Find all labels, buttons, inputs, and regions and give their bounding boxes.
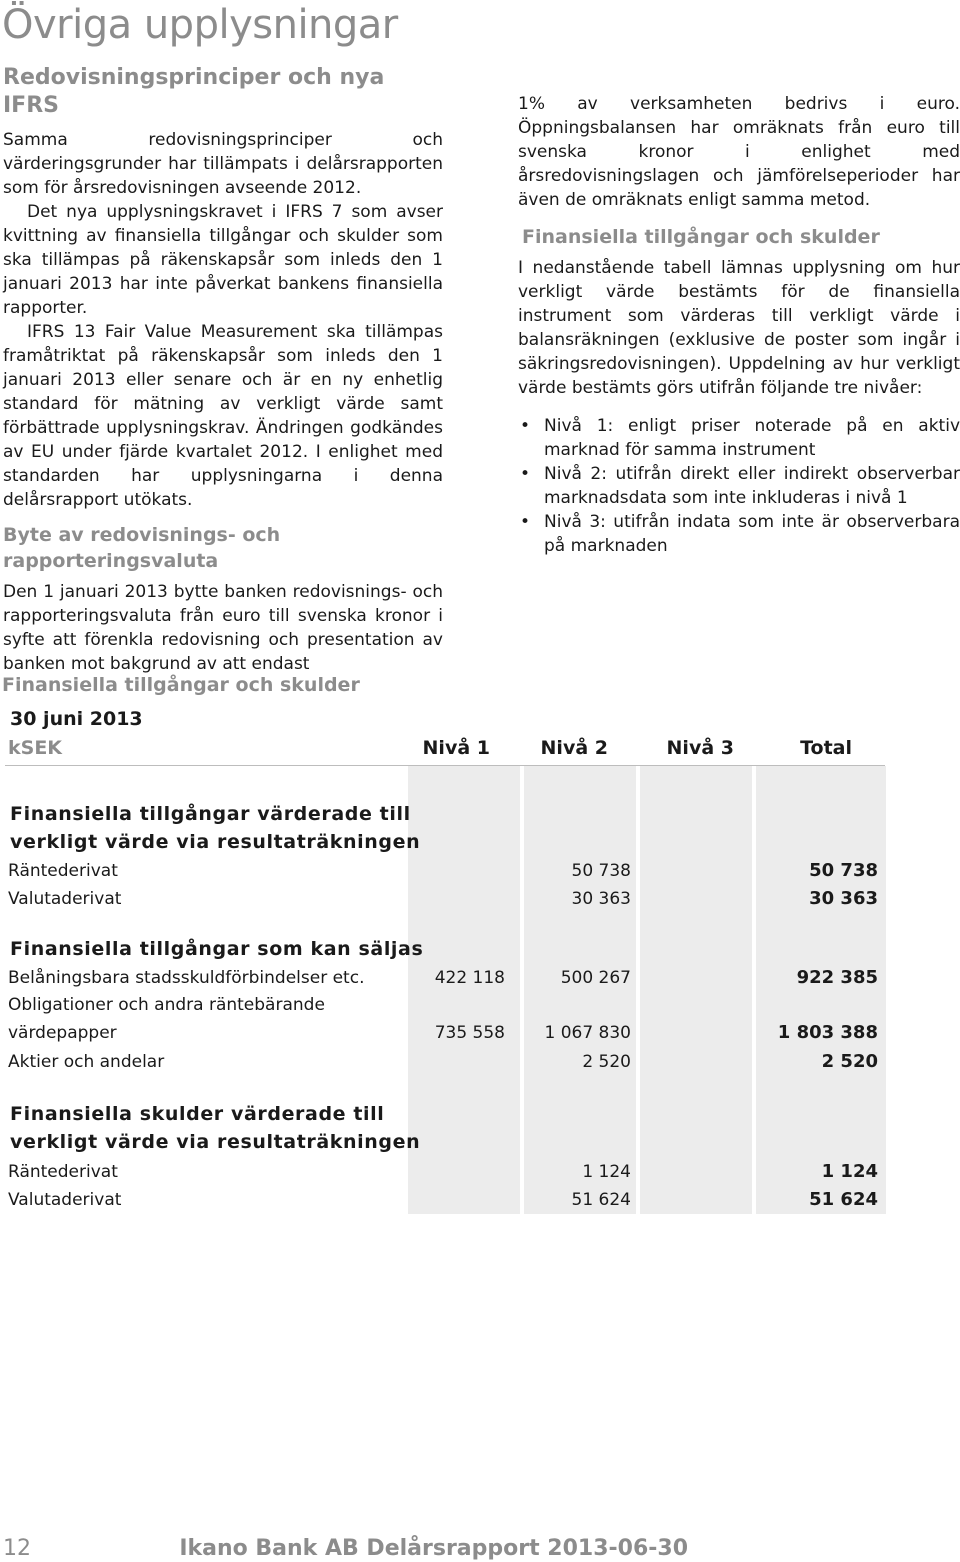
column-header-niva3: Nivå 3 <box>666 737 734 759</box>
section-heading-financial-assets: Finansiella tillgångar och skulder <box>522 226 880 248</box>
row-label: värdepapper <box>8 1023 117 1043</box>
row-label: Obligationer och andra räntebärande <box>8 995 325 1015</box>
cell-total: 1 124 <box>821 1161 878 1182</box>
bullet-icon: • <box>520 464 531 484</box>
header-divider <box>5 765 885 766</box>
paragraph-ifrs7: Det nya upplysningskravet i IFRS 7 som avser kvittning av finansiella tillgångar och skulder som ska tillämpas på räkenskapsår som inleds den 1 januari 2013 har inte påverkat bankens finansiella rapporter. <box>3 202 443 318</box>
row-label: Räntederivat <box>8 1162 118 1182</box>
list-item: • Nivå 1: enligt priser noterade på en aktiv marknad för samma instrument <box>520 416 960 460</box>
row-label: Valutaderivat <box>8 1190 122 1210</box>
column-shade-niva3 <box>640 766 752 1214</box>
section-heading-currency-change: Byte av redovisnings- och rapporteringsvaluta <box>3 524 281 572</box>
page-title: Övriga upplysningar <box>2 2 398 48</box>
list-item: • Nivå 3: utifrån indata som inte är observerbara på marknaden <box>520 512 960 556</box>
table-date: 30 juni 2013 <box>10 708 143 730</box>
cell-niva2: 500 267 <box>560 968 631 988</box>
table-section-title: Finansiella tillgångar som kan säljas <box>10 938 424 960</box>
row-label: Belåningsbara stadsskuldförbindelser etc. <box>8 968 365 988</box>
footer-report-title: Ikano Bank AB Delårsrapport 2013-06-30 <box>179 1536 688 1561</box>
table-section-title: Finansiella skulder värderade till <box>10 1103 385 1125</box>
cell-total: 922 385 <box>796 967 878 988</box>
list-item: • Nivå 2: utifrån direkt eller indirekt observerbar marknadsdata som inte inkluderas i nivå 1 <box>520 464 960 508</box>
cell-niva2: 1 124 <box>582 1162 631 1182</box>
column-header-niva2: Nivå 2 <box>540 737 608 759</box>
cell-niva1: 735 558 <box>434 1023 505 1043</box>
table-section-title: verkligt värde via resultaträkningen <box>10 1131 421 1153</box>
row-label: Aktier och andelar <box>8 1052 165 1072</box>
table-section-title: Finansiella tillgångar värderade till <box>10 803 411 825</box>
table-unit: kSEK <box>8 737 63 759</box>
bullet-icon: • <box>520 416 531 436</box>
page-number: 12 <box>3 1536 31 1561</box>
paragraph-currency-continued: 1% av verksamheten bedrivs i euro. Öppningsbalansen har omräknats från euro till svenska kronor i enlighet med årsredovisningslagen och jämförelseperioder har även de omräknats enligt samma metod. <box>518 94 960 210</box>
column-header-niva1: Nivå 1 <box>422 737 490 759</box>
table-section-title: verkligt värde via resultaträkningen <box>10 831 421 853</box>
right-column <box>518 92 960 558</box>
column-shade-niva2 <box>524 766 636 1214</box>
column-header-total: Total <box>800 737 852 759</box>
cell-total: 1 803 388 <box>777 1022 878 1043</box>
cell-niva2: 50 738 <box>571 861 631 881</box>
bullet-icon: • <box>520 512 531 532</box>
paragraph-fair-value: I nedanstående tabell lämnas upplysning om hur verkligt värde bestämts för de finansiella instrument som värderas till verkligt värde i balansräkningen (exklusive de poster som ingår i säkringsredovisningen). Uppdelning av hur verkligt värde bestämts görs utifrån följande tre nivåer: <box>518 258 960 398</box>
column-shade-total <box>756 766 886 1214</box>
cell-total: 51 624 <box>809 1189 878 1210</box>
row-label: Valutaderivat <box>8 889 122 909</box>
section-heading-accounting-principles: Redovisningsprinciper och nya IFRS <box>3 65 385 118</box>
paragraph-ifrs13: IFRS 13 Fair Value Measurement ska tillämpas framåtriktat på räkenskapsår som inleds den 1 januari 2013 eller senare och är en ny enhetlig standard för mätning av verkligt värde samt förbättrade upplysningskrav. Ändringen godkändes av EU under fjärde kvartalet 2012. I enlighet med standarden har upplysningarna i denna delårsrapport utökats. <box>3 322 443 510</box>
paragraph-accounting-principles: Samma redovisningsprinciper och värderingsgrunder har tillämpats i delårsrapporten som för årsredovisningen avseende 2012. <box>3 130 443 198</box>
cell-niva1: 422 118 <box>434 968 505 988</box>
paragraph-currency-change: Den 1 januari 2013 bytte banken redovisnings- och rapporteringsvaluta från euro till svenska kronor i syfte att förenkla redovisning och presentation av banken mot bakgrund av att endast <box>3 582 443 674</box>
row-label: Räntederivat <box>8 861 118 881</box>
cell-niva2: 1 067 830 <box>544 1023 631 1043</box>
cell-total: 30 363 <box>809 888 878 909</box>
cell-total: 50 738 <box>809 860 878 881</box>
fair-value-levels-list <box>518 414 960 558</box>
table-heading: Finansiella tillgångar och skulder <box>2 674 360 696</box>
cell-niva2: 51 624 <box>571 1190 631 1210</box>
cell-total: 2 520 <box>821 1051 878 1072</box>
column-shade-niva1 <box>408 766 520 1214</box>
cell-niva2: 2 520 <box>582 1052 631 1072</box>
cell-niva2: 30 363 <box>571 889 631 909</box>
left-column <box>3 64 443 676</box>
